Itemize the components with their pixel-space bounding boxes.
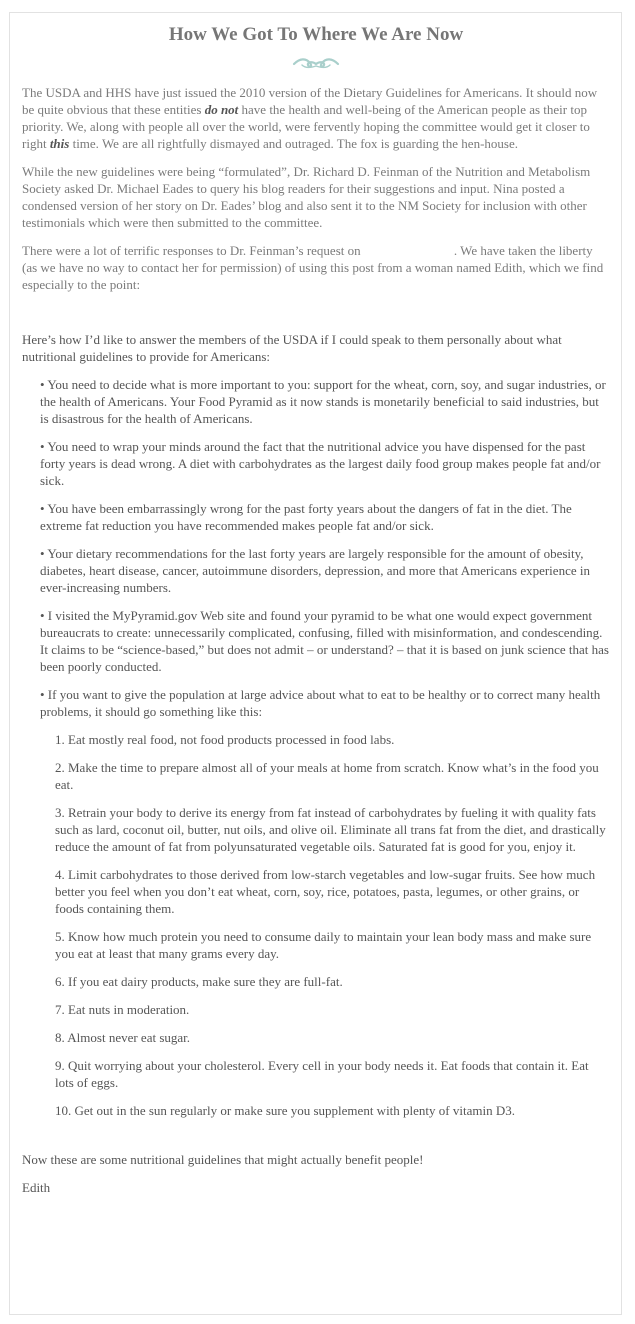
guideline-item: 6. If you eat dairy products, make sure they are full-fat. — [55, 974, 343, 989]
intro-paragraph-2: While the new guidelines were being “formulated”, Dr. Richard D. Feinman of the Nutrition and Metabolism Society asked Dr. Michael Eades to query his blog readers for their suggestions and input. Nina posted a condensed version of her story on Dr. Eades’ blog and also sent it to the NM Society for inclusion with other testimonials which were then submitted to the committee. — [22, 164, 591, 230]
letter-signature: Edith — [22, 1180, 51, 1195]
guideline-item: 1. Eat mostly real food, not food products processed in food labs. — [55, 732, 395, 747]
list-item: • You have been embarrassingly wrong for the past forty years about the dangers of fat in the diet. The extreme fat reduction you have recommended makes people fat and/or sick. — [40, 501, 572, 533]
list-item: • You need to decide what is more important to you: support for the wheat, corn, soy, and sugar industries, or the health of Americans. Your Food Pyramid as it now stands is monetarily beneficial to said industries, but is disastrous for the health of Americans. — [40, 377, 606, 426]
intro-paragraph-3: There were a lot of terrific responses to Dr. Feinman’s request on . We have taken the liberty (as we have no way to contact her for permission) of using this post from a woman named Edith, which we find especially to the point: — [22, 243, 604, 292]
intro-section — [22, 84, 610, 293]
emphasis-this: this — [49, 136, 70, 151]
guideline-item: 10. Get out in the sun regularly or make sure you supplement with plenty of vitamin D3. — [55, 1103, 515, 1118]
guideline-item: 7. Eat nuts in moderation. — [55, 1002, 190, 1017]
letter-section — [22, 331, 610, 1196]
guideline-item: 8. Almost never eat sugar. — [55, 1030, 191, 1045]
guideline-item: 9. Quit worrying about your cholesterol. Every cell in your body needs it. Eat foods that contain it. Eat lots of eggs. — [55, 1058, 589, 1090]
bullet-list — [22, 376, 610, 1119]
guideline-item: 5. Know how much protein you need to consume daily to maintain your lean body mass and make sure you eat at least that many grams every day. — [55, 929, 592, 961]
article-content — [22, 20, 610, 1207]
letter-opening: Here’s how I’d like to answer the members of the USDA if I could speak to them personally about what nutritional guidelines to provide for Americans: — [22, 332, 562, 364]
list-item: • If you want to give the population at large advice about what to eat to be healthy or to correct many health problems, it should go something like this: — [40, 687, 601, 719]
decorative-flourish-icon — [22, 56, 610, 70]
guideline-list — [40, 731, 610, 1119]
letter-closing: Now these are some nutritional guidelines that might actually benefit people! — [22, 1152, 424, 1167]
list-item: • You need to wrap your minds around the fact that the nutritional advice you have dispensed for the past forty years is dead wrong. A diet with carbohydrates as the largest daily food group makes people fat and/or sick. — [40, 439, 601, 488]
page-title: How We Got To Where We Are Now — [168, 24, 464, 45]
list-item: • I visited the MyPyramid.gov Web site and found your pyramid to be what one would expect government bureaucrats to create: unnecessarily complicated, confusing, filled with misinformation, and condescending. It claims to be “science-based,” but does not admit – or understand? – that it is based on junk science that has been poorly conducted. — [40, 608, 609, 674]
emphasis-do-not: do not — [204, 102, 239, 117]
list-item: • Your dietary recommendations for the last forty years are largely responsible for the amount of obesity, diabetes, heart disease, cancer, autoimmune disorders, depression, and more that Americans experience in ever-increasing numbers. — [40, 546, 590, 595]
guideline-item: 4. Limit carbohydrates to those derived from low-starch vegetables and low-sugar fruits. See how much better you feel when you don’t eat wheat, corn, soy, rice, potatoes, pasta, legumes, or other grains, or foods containing them. — [55, 867, 596, 916]
guideline-item: 2. Make the time to prepare almost all of your meals at home from scratch. Know what’s in the food you eat. — [55, 760, 599, 792]
guideline-item: 3. Retrain your body to derive its energy from fat instead of carbohydrates by fueling it with quality fats such as lard, coconut oil, butter, nut oils, and olive oil. Eliminate all trans fat from the diet, and drastically reduce the amount of fat from polyunsaturated vegetable oils. Saturated fat is good for you, enjoy it. — [55, 805, 606, 854]
intro-paragraph-1: The USDA and HHS have just issued the 2010 version of the Dietary Guidelines for Americans. It should now be quite obvious that these entities do not have the health and well-being of the American people as their top priority. We, along with people all over the world, were fervently hoping the committee would get it closer to right this time. We are all rightfully dismayed and outraged. The fox is guarding the hen-house. — [22, 85, 598, 151]
